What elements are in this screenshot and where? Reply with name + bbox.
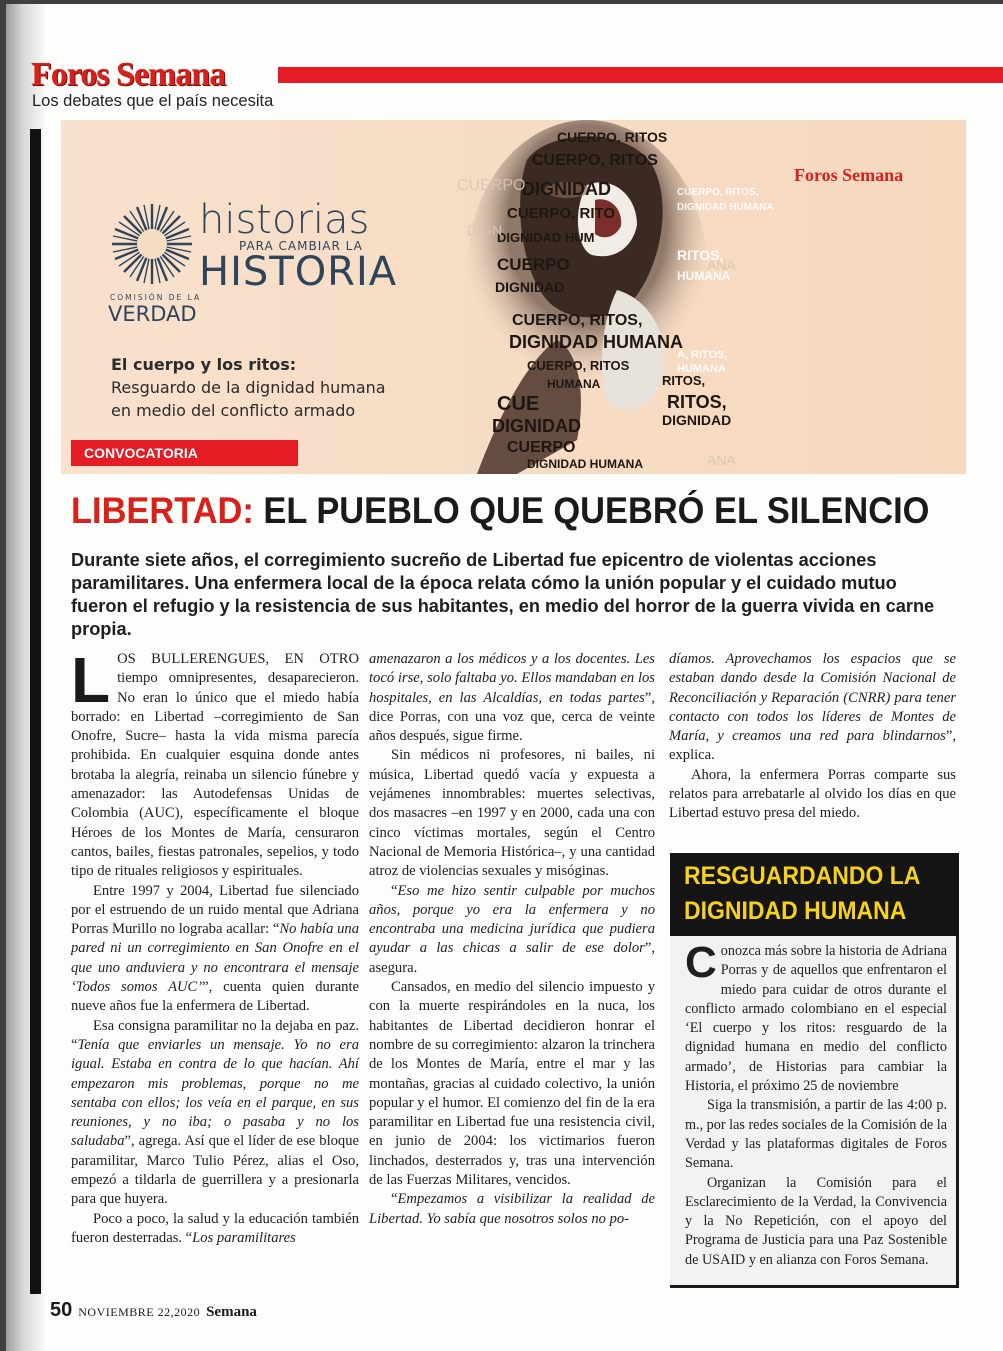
banner-subtitle-bold: El cuerpo y los ritos: xyxy=(111,355,297,374)
svg-text:CUERPO: CUERPO xyxy=(507,439,576,456)
svg-text:DIGNIDAD: DIGNIDAD xyxy=(662,412,732,428)
svg-text:DIGNIDAD HUMANA: DIGNIDAD HUMANA xyxy=(677,202,774,213)
article-column-2 xyxy=(369,650,655,1229)
paragraph: Sin médicos ni profesores, ni bailes, ni música, Libertad quedó vacía y expuesta a vejámenes innombrables: muertes selectivas, dos masacres –en 1997 y en 2000, cada una con cinco víctimas mortales, según el Centro Nacional de Memoria Histórica–, y una cantidad atroz de violencias sexuales y misóginas. xyxy=(369,747,655,880)
svg-text:RITOS,: RITOS, xyxy=(677,247,724,263)
convocatoria-badge: CONVOCATORIA xyxy=(71,440,298,466)
paragraph: Organizan la Comisión para el Esclarecimiento de la Verdad, la Convivencia y la No Repetición, con el apoyo del Programa de Justicia para una Paz Sostenible de USAID y en alianza con Foros Semana. xyxy=(685,1174,947,1268)
magazine-page xyxy=(6,4,1003,1351)
svg-text:A, RITOS,: A, RITOS, xyxy=(677,349,728,361)
quote: Los paramilitares xyxy=(192,1229,296,1246)
quote: díamos. Aprovechamos los espacios que se estaban dando desde la Comisión Nacional de Reconciliación y Reparación (CNRR) para tener contacto con todos los líderes de Montes de María, y creamos una red para blindarnos xyxy=(669,651,956,745)
paragraph: “Empezamos a visibilizar la realidad de Libertad. Yo sabía que nosotros solos no po- xyxy=(369,1191,655,1227)
paragraph: LOS BULLERENGUES, EN OTRO tiempo omnipresentes, desaparecieron. No eran lo único que el miedo había borrado: en Libertad –corregimiento de San Onofre, Sucre– hasta la vida misma parecía prohibida. En cualquier esquina donde antes brotaba la alegría, reinaba un silencio fúnebre y amenazador: las Autodefensas Unidas de Colombia (AUC), específicamente el bloque Héroes de los Montes de María, censuraron cantos, bailes, fiestas patronales, sepelios, y todo tipo de rituales religiosos y espirituales. xyxy=(71,644,359,880)
svg-text:CUERPO, RITOS,: CUERPO, RITOS, xyxy=(512,312,643,329)
headline-highlight: LIBERTAD: xyxy=(71,490,254,531)
svg-text:CUERPO, RITOS: CUERPO, RITOS xyxy=(532,152,658,169)
svg-text:ANA: ANA xyxy=(707,257,736,273)
svg-text:DIGNIDAD: DIGNIDAD xyxy=(522,179,611,199)
svg-text:ANA: ANA xyxy=(707,452,736,468)
magazine-name: Semana xyxy=(206,1304,257,1320)
svg-text:DIGNIDAD: DIGNIDAD xyxy=(495,279,565,295)
svg-text:HUMANA: HUMANA xyxy=(547,377,601,391)
svg-text:HUMANA: HUMANA xyxy=(677,363,726,375)
paragraph: Entre 1997 y 2004, Libertad fue silenciado por el estruendo de un ruido mental que Adriana Porras Murillo no lograba acallar: “No había una pared ni un corregimiento en San Onofre en el que uno anduviera y no encontrara el mensaje ‘Todos somos AUC’”, cuenta quien durante nueve años fue la enfermera de Libertad. xyxy=(71,882,360,1015)
paragraph: Conozca más sobre la historia de Adriana Porras y de aquellos que enfrentaron el miedo para cuidar de otros durante el conflicto armado colombiano en el especial ‘El cuerpo y los ritos: resguardo de la dignidad humana en medio del conflicto armado’, de Historias para cambiar la Historia, el próximo 25 de noviembre xyxy=(685,938,947,1095)
quote: Tenía que enviarles un mensaje. Yo no era igual. Estaba en contra de lo que hacían. Ahí empezaron mis problemas, porque no me sentaba con ellos; los veía en el parque, en sus reuniones, y no iba; o pasaba y no los saludaba xyxy=(71,1036,359,1150)
article-column-3 xyxy=(669,650,956,824)
svg-text:DIGNIDAD HUMANA: DIGNIDAD HUMANA xyxy=(509,332,683,352)
svg-text:CUERPO, RITOS,: CUERPO, RITOS, xyxy=(677,187,759,198)
banner-foros-semana-logo: Foros Semana xyxy=(794,165,904,185)
paragraph: Siga la transmisión, a partir de las 4:00 p. m., por las redes sociales de la Comisión de la Verdad y las plataformas digitales de Foros Semana. xyxy=(685,1097,948,1172)
quote: amenazaron a los médicos y a los docentes. Les tocó irse, solo faltaba yo. Ellos mandaban en los hospitales, en las Alcaldías, en todas partes xyxy=(369,651,655,706)
svg-text:CUE: CUE xyxy=(497,393,540,415)
svg-text:CUERPO: CUERPO xyxy=(497,255,570,274)
left-black-rule xyxy=(30,129,41,1294)
article-headline xyxy=(71,490,929,532)
issue-date: NOVIEMBRE 22,2020 xyxy=(78,1305,201,1319)
paragraph: amenazaron a los médicos y a los docentes. Les tocó irse, solo faltaba yo. Ellos mandaban en los hospitales, en las Alcaldías, en todas partes”, dice Porras, con una voz que, cerca de veinte años después, sigue firme. xyxy=(369,651,655,745)
article-lede: Durante siete años, el corregimiento sucreño de Libertad fue epicentro de violentas acciones paramilitares. Una enfermera local de la época relata cómo la unión popular y el cuidado mutuo fueron el refugio y la resistencia de sus habitantes, en medio del horror de la guerra vivida en carne propia. xyxy=(71,550,935,639)
sidebar-title: RESGUARDANDO LA DIGNIDAD HUMANA xyxy=(684,862,921,925)
drop-cap: C xyxy=(685,938,717,987)
logo-historia: HISTORIA xyxy=(199,249,398,295)
paragraph: díamos. Aprovechamos los espacios que se estaban dando desde la Comisión Nacional de Reconciliación y Reparación (CNRR) para tener contacto con todos los líderes de Montes de María, y creamos una red para blindarnos”, explica. xyxy=(669,651,956,764)
quote: Eso me hizo sentir culpable por muchos años, porque yo era la enfermera y no encontraba una medicina jurídica que pudiera ayudar a las chicas a salir de ese dolor xyxy=(369,882,655,957)
paragraph: “Eso me hizo sentir culpable por muchos años, porque yo era la enfermera y no encontraba una medicina jurídica que pudiera ayudar a las chicas a salir de ese dolor”, asegura. xyxy=(369,882,655,976)
banner-subtitle-line: Resguardo de la dignidad humana xyxy=(111,378,386,397)
svg-text:CUERPO, RITOS: CUERPO, RITOS xyxy=(557,129,668,145)
event-banner xyxy=(61,120,966,474)
svg-text:HUMANA: HUMANA xyxy=(677,269,731,283)
header-brand-logo: Foros Semana xyxy=(31,56,226,93)
logo-comision-de-la: COMISIÓN DE LA xyxy=(110,293,202,302)
sidebar-text xyxy=(685,938,948,1270)
svg-text:DIGNIDAD HUMANA: DIGNIDAD HUMANA xyxy=(527,457,643,471)
header-red-rule xyxy=(278,67,1003,83)
quote: Empezamos a visibilizar la realidad de Libertad. Yo sabía que nosotros solos no po- xyxy=(369,1191,655,1227)
quote: No había una pared ni un corregimiento en San Onofre en el que uno anduviera y no encontrara el mensaje ‘Todos somos AUC’ xyxy=(71,921,360,996)
paragraph: Cansados, en medio del silencio impuesto y con la muerte respirándoles en la nuca, los habitantes de Libertad decidieron honrar el nombre de su corregimiento: alzaron la trinchera de los Montes de María, entre el mar y las montañas, gracias al cuidado colectivo, la unión popular y el humor. El comienzo del fin de la era paramilitar en Libertad fue una resistencia civil, en junio de 2004: los victimarios fueron linchados, desterrados y, tras una intervención de las Fuerzas Militares, vencidos. xyxy=(369,979,655,1189)
logo-historias: historias xyxy=(199,197,370,243)
svg-text:RITOS,: RITOS, xyxy=(662,373,706,388)
svg-text:DIGN: DIGN xyxy=(467,222,502,238)
svg-text:DIGNIDAD: DIGNIDAD xyxy=(492,416,581,436)
svg-text:DIGNIDAD HUM: DIGNIDAD HUM xyxy=(497,230,595,245)
banner-subtitle-line: en medio del conflicto armado xyxy=(111,401,356,420)
comision-verdad-sun-icon xyxy=(110,202,194,286)
article-column-1 xyxy=(71,644,360,1248)
drop-cap: L xyxy=(71,644,111,716)
logo-para-cambiar-la: PARA CAMBIAR LA xyxy=(239,239,363,253)
page-footer xyxy=(50,1299,257,1322)
svg-text:RITOS,: RITOS, xyxy=(667,392,727,412)
typographic-portrait-image xyxy=(437,120,774,474)
paragraph: Esa consigna paramilitar no la dejaba en paz. “Tenía que enviarles un mensaje. Yo no era igual. Estaba en contra de lo que hacían. Ahí empezaron mis problemas, porque no me sentaba con ellos; los veía en el parque, en sus reuniones, y no iba; o pasaba y no los saludaba”, agrega. Así que el líder de ese bloque paramilitar, Marco Tulio Pérez, alias el Oso, empezó a tildarla de guerrillera y a presionarla para que huyera. xyxy=(71,1017,359,1208)
page-number: 50 xyxy=(50,1299,73,1321)
svg-text:CUERPO: CUERPO xyxy=(457,177,526,194)
sidebar-heading-box xyxy=(670,853,959,936)
paragraph: Ahora, la enfermera Porras comparte sus relatos para arrebatarle al olvido los días en que Libertad estuvo presa del miedo. xyxy=(669,766,956,822)
paragraph: Poco a poco, la salud y la educación también fueron desterradas. “Los paramilitares xyxy=(71,1210,359,1246)
logo-verdad: VERDAD xyxy=(108,302,197,326)
banner-subtitle xyxy=(111,353,386,422)
headline-rest: EL PUEBLO QUE QUEBRÓ EL SILENCIO xyxy=(253,490,930,531)
svg-text:CUERPO, RITOS: CUERPO, RITOS xyxy=(527,358,630,373)
svg-text:CUERPO, RITO: CUERPO, RITO xyxy=(507,205,616,222)
header-tagline: Los debates que el país necesita xyxy=(32,92,274,110)
